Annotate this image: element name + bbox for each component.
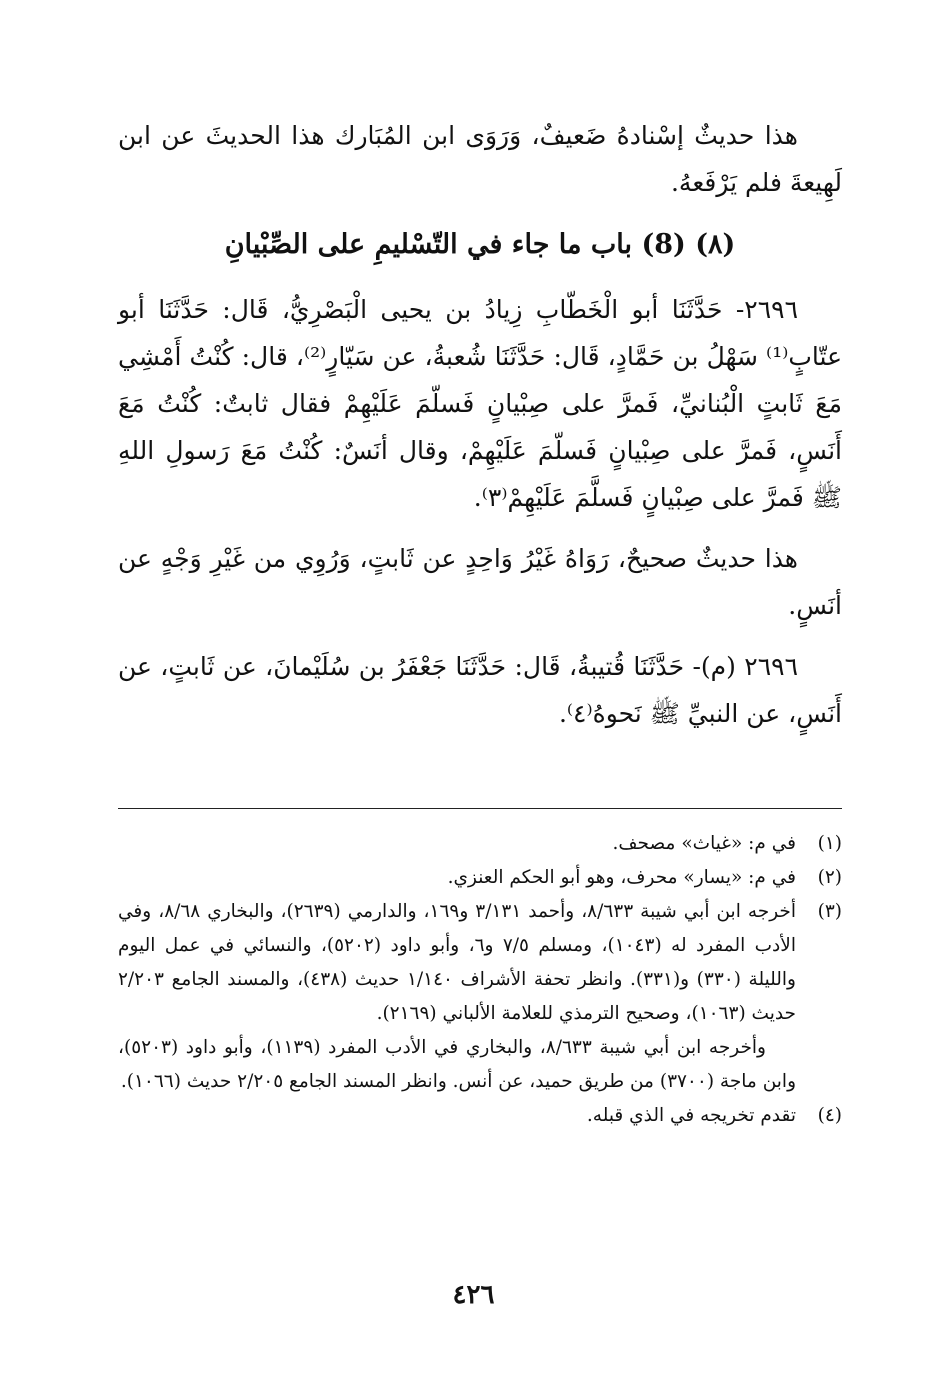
footnote-text: تقدم تخريجه في الذي قبله. xyxy=(586,1105,796,1126)
main-text xyxy=(118,112,842,751)
footnote-3 xyxy=(118,895,842,1031)
footnotes xyxy=(118,808,842,1133)
paragraph-hadith-2696m: ٢٦٩٦ (م)- حَدَّثَنَا قُتيبةُ، قَال: حَدَّثَنَا جَعْفَرُ بن سُلَيْمانَ، عن ثَابتٍ، عن أَنَسٍ، عن النبيِّ ﷺ نَحوهُ⁽٤⁾. xyxy=(118,652,842,728)
footnote-number: (٤) xyxy=(817,1105,842,1126)
paragraph-hadith-2696: ٢٦٩٦- حَدَّثَنَا أبو الْخَطّابِ زِيادُ بن يحيى الْبَصْرِيُّ، قَال: حَدَّثَنَا أبو عتّابٍ⁽¹⁾ سَهْلُ بن حَمَّادٍ، قَال: حَدَّثَنَا شُعبةُ، عن سَيّارٍ⁽²⁾، قال: كُنْتُ أَمْشِي مَعَ ثَابتٍ الْبُنانيِّ، فَمرَّ على صِبْيانٍ فَسلّمَ عَلَيْهِمْ فقال ثابتٌ: كُنْتُ مَعَ أَنَسٍ، فَمرَّ على صِبْيانٍ فَسلّمَ عَلَيْهِمْ، وقال أنَسٌ: كُنْتُ مَعَ رَسولِ اللهِ ﷺ فَمرَّ على صِبْيانٍ فَسلَّمَ عَلَيْهِمْ⁽٣⁾. xyxy=(118,295,842,512)
footnote-3-continuation: وأخرجه ابن أبي شيبة ٨/٦٣٣، والبخاري في الأدب المفرد (١١٣٩)، وأبو داود (٥٢٠٣)، وابن ماجة (٣٧٠٠) من طريق حميد، عن أنس. وانظر المسند الجامع ٢/٢٠٥ حديث (١٠٦٦). xyxy=(118,1037,796,1092)
footnote-1 xyxy=(118,827,842,861)
page-number: ٤٢٦ xyxy=(452,1280,495,1310)
footnote-4 xyxy=(118,1099,842,1133)
footnote-text: أخرجه ابن أبي شيبة ٨/٦٣٣، وأحمد ٣/١٣١ و١٦٩، والدارمي (٢٦٣٩)، والبخاري ٨/٦٨، وفي الأدب المفرد له (١٠٤٣)، ومسلم ٧/٥ و٦، وأبو داود (٥٢٠٢)، والنسائي في عمل اليوم والليلة (٣٣٠) و(٣٣١). وانظر تحفة الأشراف ١/١٤٠ حديث (٤٣٨)، والمسند الجامع ٢/٢٠٣ حديث (١٠٦٣)، وصحيح الترمذي للعلامة الألباني (٢١٦٩). xyxy=(118,901,796,1024)
footnote-number: (١) xyxy=(817,833,842,854)
footnote-2 xyxy=(118,861,842,895)
footnote-text: في م: «غياث» مصحف. xyxy=(612,833,796,854)
footnote-number: (٣) xyxy=(817,901,842,922)
chapter-heading: (٨) (8) باب ما جاء في التّسْليمِ على الصِّبْيانِ xyxy=(224,229,736,260)
paragraph-1: هذا حديثٌ إسْنادهُ ضَعيفٌ، وَرَوَى ابن المُبَارك هذا الحديثَ عن ابن لَهِيعةَ فلم يَرْفَعهُ. xyxy=(118,121,842,197)
footnote-number: (٢) xyxy=(817,867,842,888)
paragraph-grading: هذا حديثٌ صحيحٌ، رَوَاهُ غَيْرُ وَاحِدٍ عن ثَابتٍ، وَرُوِي من غَيْرِ وَجْهٍ عن أنَسٍ. xyxy=(118,544,842,620)
footnote-text: في م: «يسار» محرف، وهو أبو الحكم العنزي. xyxy=(447,867,796,888)
